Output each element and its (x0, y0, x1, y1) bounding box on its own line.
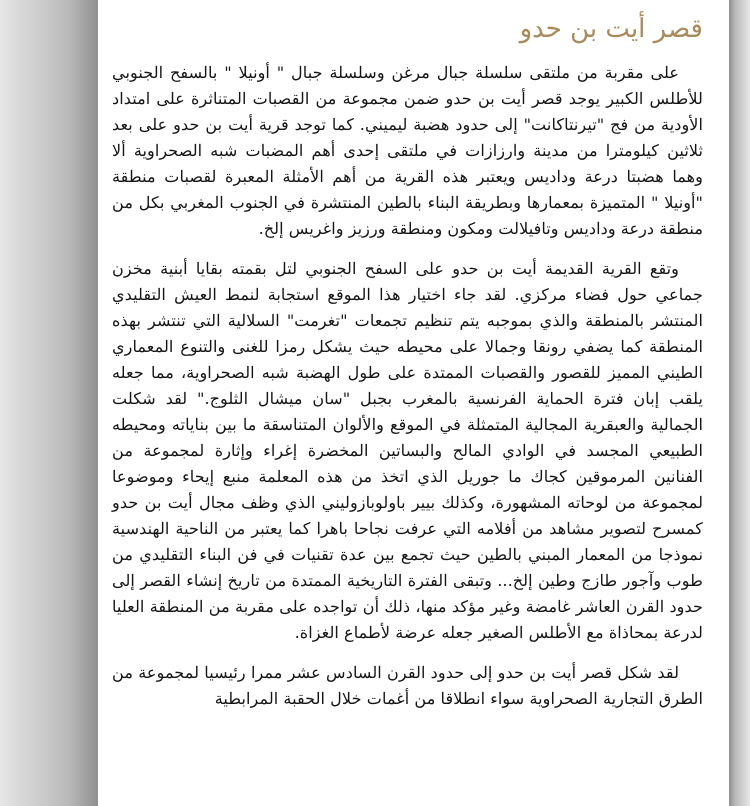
page-shadow-right (729, 0, 750, 806)
paragraph-2: وتقع القرية القديمة أيت بن حدو على السفح الجنوبي لتل بقمته بقايا أبنية مخزن جماعي حول فضاء مركزي. لقد جاء اختيار هذا الموقع استجابة لنمط العيش التقليدي المنتشر بالمنطقة والذي بموجبه يتم تنظيم تجمعات "تغرمت" السلالية التي تنتشر بهذه المنطقة كما يضفي رونقا وجمالا على محيطه حيث يشكل رمزا للغنى والتنوع المعماري الطيني المميز للقصور والقصبات الممتدة على طول الهضبة شبه الصحراوية، مما جعله يلقب إبان فترة الحماية الفرنسية بالمغرب بجبل "سان ميشال الثلوج." لقد شكلت الجمالية والعبقرية المجالية المتمثلة في الموقع والألوان المتناسقة ما بين بناياته ومحيطه الطبيعي المجسد في الوادي المالح والبساتين المخضرة إغراء وإثارة لمجموعة من الفنانين المرموقين كجاك ما جوريل الذي اتخذ من هذه المعلمة منبع إيحاء وموضوعا لمجموعة من لوحاته المشهورة، وكذلك بيير باولوبازوليني الذي وظف مجال أيت بن حدو كمسرح لتصوير مشاهد من أفلامه التي عرفت نجاحا باهرا كما يعتبر من الناحية الهندسية نموذجا من المعمار المبني بالطين حيث تجمع بين عدة تقنيات في فن البناء التقليدي من طوب وآجور طازج وطين إلخ... وتبقى الفترة التاريخية الممتدة من تاريخ إنشاء القصر إلى حدود القرن العاشر غامضة وغير مؤكد منها، ذلك أن تواجده على مقربة من المنطقة العليا لدرعة بمحاذاة مع الأطلس الصغير جعله عرضة لأطماع الغزاة. (112, 259, 703, 642)
paragraph-1: على مقربة من ملتقى سلسلة جبال مرغن وسلسلة جبال " أونيلا " بالسفح الجنوبي للأطلس الكبير يوجد قصر أيت بن حدو ضمن مجموعة من القصبات المتناثرة على امتداد الأودية من فج "تيرنتاكانت" إلى حدود هضبة ليميني. كما توجد قرية أيت بن حدو على بعد ثلاثين كيلومترا من مدينة وارزازات في ملتقى إحدى أهم المضبات شبه الصحراوية ألا وهما هضبتا درعة وداديس ويعتبر هذه القرية من أهم الأمثلة المعبرة لقصبات منطقة "أونيلا " المتميزة بمعمارها وبطريقة البناء بالطين المنتشرة في الجنوب المغربي بكل من منطقة درعة وداديس وتافيلالت ومكون ومنطقة ورزيز واغريس إلخ. (112, 63, 703, 238)
page-content (112, 14, 703, 726)
page-title: قصر أيت بن حدو (519, 14, 703, 44)
paragraph-3: لقد شكل قصر أيت بن حدو إلى حدود القرن السادس عشر ممرا رئيسيا لمجموعة من الطرق التجارية الصحراوية سواء انطلاقا من أغمات خلال الحقبة المرابطية (112, 663, 703, 708)
page-shadow-left (0, 0, 98, 806)
document-page (98, 0, 729, 806)
